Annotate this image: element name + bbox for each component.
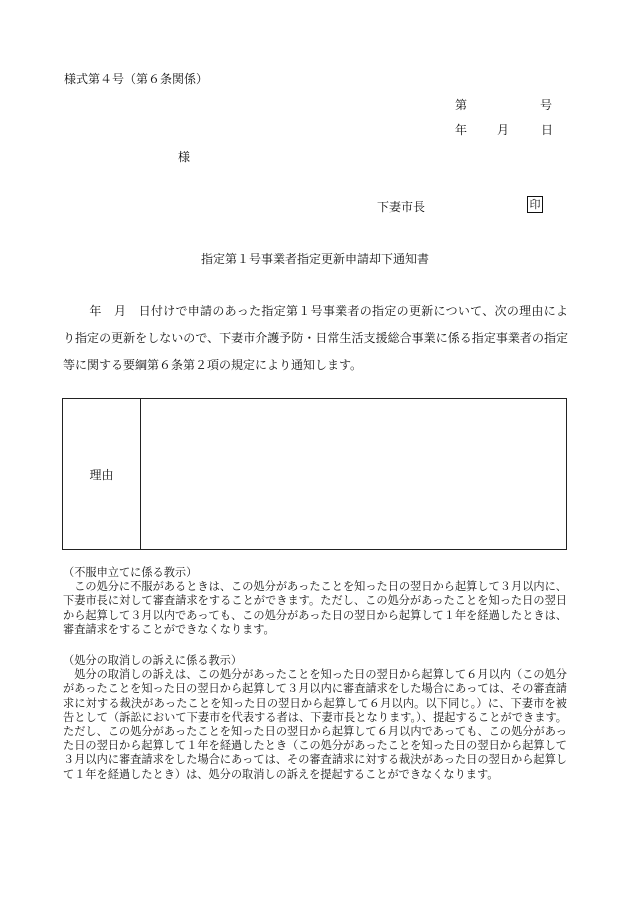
seal-stamp-box: 印 bbox=[527, 196, 543, 213]
reason-table bbox=[62, 398, 567, 550]
form-number-label: 様式第４号（第６条関係） bbox=[64, 72, 209, 86]
date-day-label: 日 bbox=[541, 123, 554, 137]
document-number-prefix: 第 bbox=[455, 98, 468, 112]
objection-notice-text: この処分に不服があるときは、この処分があったことを知った日の翌日から起算して３月以内に、下妻市長に対して審査請求をすることができます。ただし、この処分があったことを知った日の翌日から起算して３月以内であっても、この処分があった日の翌日から起算して１年を経過したときは、審査請求をすることができなくなります。 bbox=[63, 580, 567, 636]
document-title: 指定第１号事業者指定更新申請却下通知書 bbox=[200, 252, 429, 266]
date-month-label: 月 bbox=[497, 123, 510, 137]
notice-body-text: 年 月 日付けで申請のあった指定第１号事業者の指定の更新について、次の理由により指定の更新をしないので、下妻市介護予防・日常生活支援総合事業に係る指定事業者の指定等に関する要綱第６条第２項の規定により通知します。 bbox=[63, 304, 568, 372]
addressee-honorific: 様 bbox=[178, 150, 191, 164]
objection-notice-heading: （不服申立てに係る教示） bbox=[63, 566, 198, 579]
objection-notice bbox=[63, 566, 567, 637]
date-year-label: 年 bbox=[455, 123, 468, 137]
issuer-name: 下妻市長 bbox=[377, 200, 426, 214]
reason-label: 理由 bbox=[63, 399, 141, 549]
lawsuit-notice-text: 処分の取消しの訴えは、この処分があったことを知った日の翌日から起算して６月以内（この処分があったことを知った日の翌日から起算して３月以内に審査請求をした場合にあっては、その審査請求に対する裁決があったことを知った日の翌日から起算して６月以内。以下同じ。）に、下妻市を被告として（訴訟において下妻市を代表する者は、下妻市長となります。）、提起することができます。ただし、この処分があったことを知った日の翌日から起算して６月以内であっても、この処分があった日の翌日から起算して１年を経過したとき（この処分があったことを知った日の翌日から起算して３月以内に審査請求をした場合にあっては、その審査請求に対する裁決があった日の翌日から起算して１年を経過したとき）は、処分の取消しの訴えを提起することができなくなります。 bbox=[63, 668, 567, 781]
document-number-suffix: 号 bbox=[540, 98, 553, 112]
notice-body bbox=[63, 298, 568, 379]
reason-content bbox=[141, 399, 566, 549]
lawsuit-notice bbox=[63, 654, 567, 782]
lawsuit-notice-heading: （処分の取消しの訴えに係る教示） bbox=[63, 654, 243, 667]
